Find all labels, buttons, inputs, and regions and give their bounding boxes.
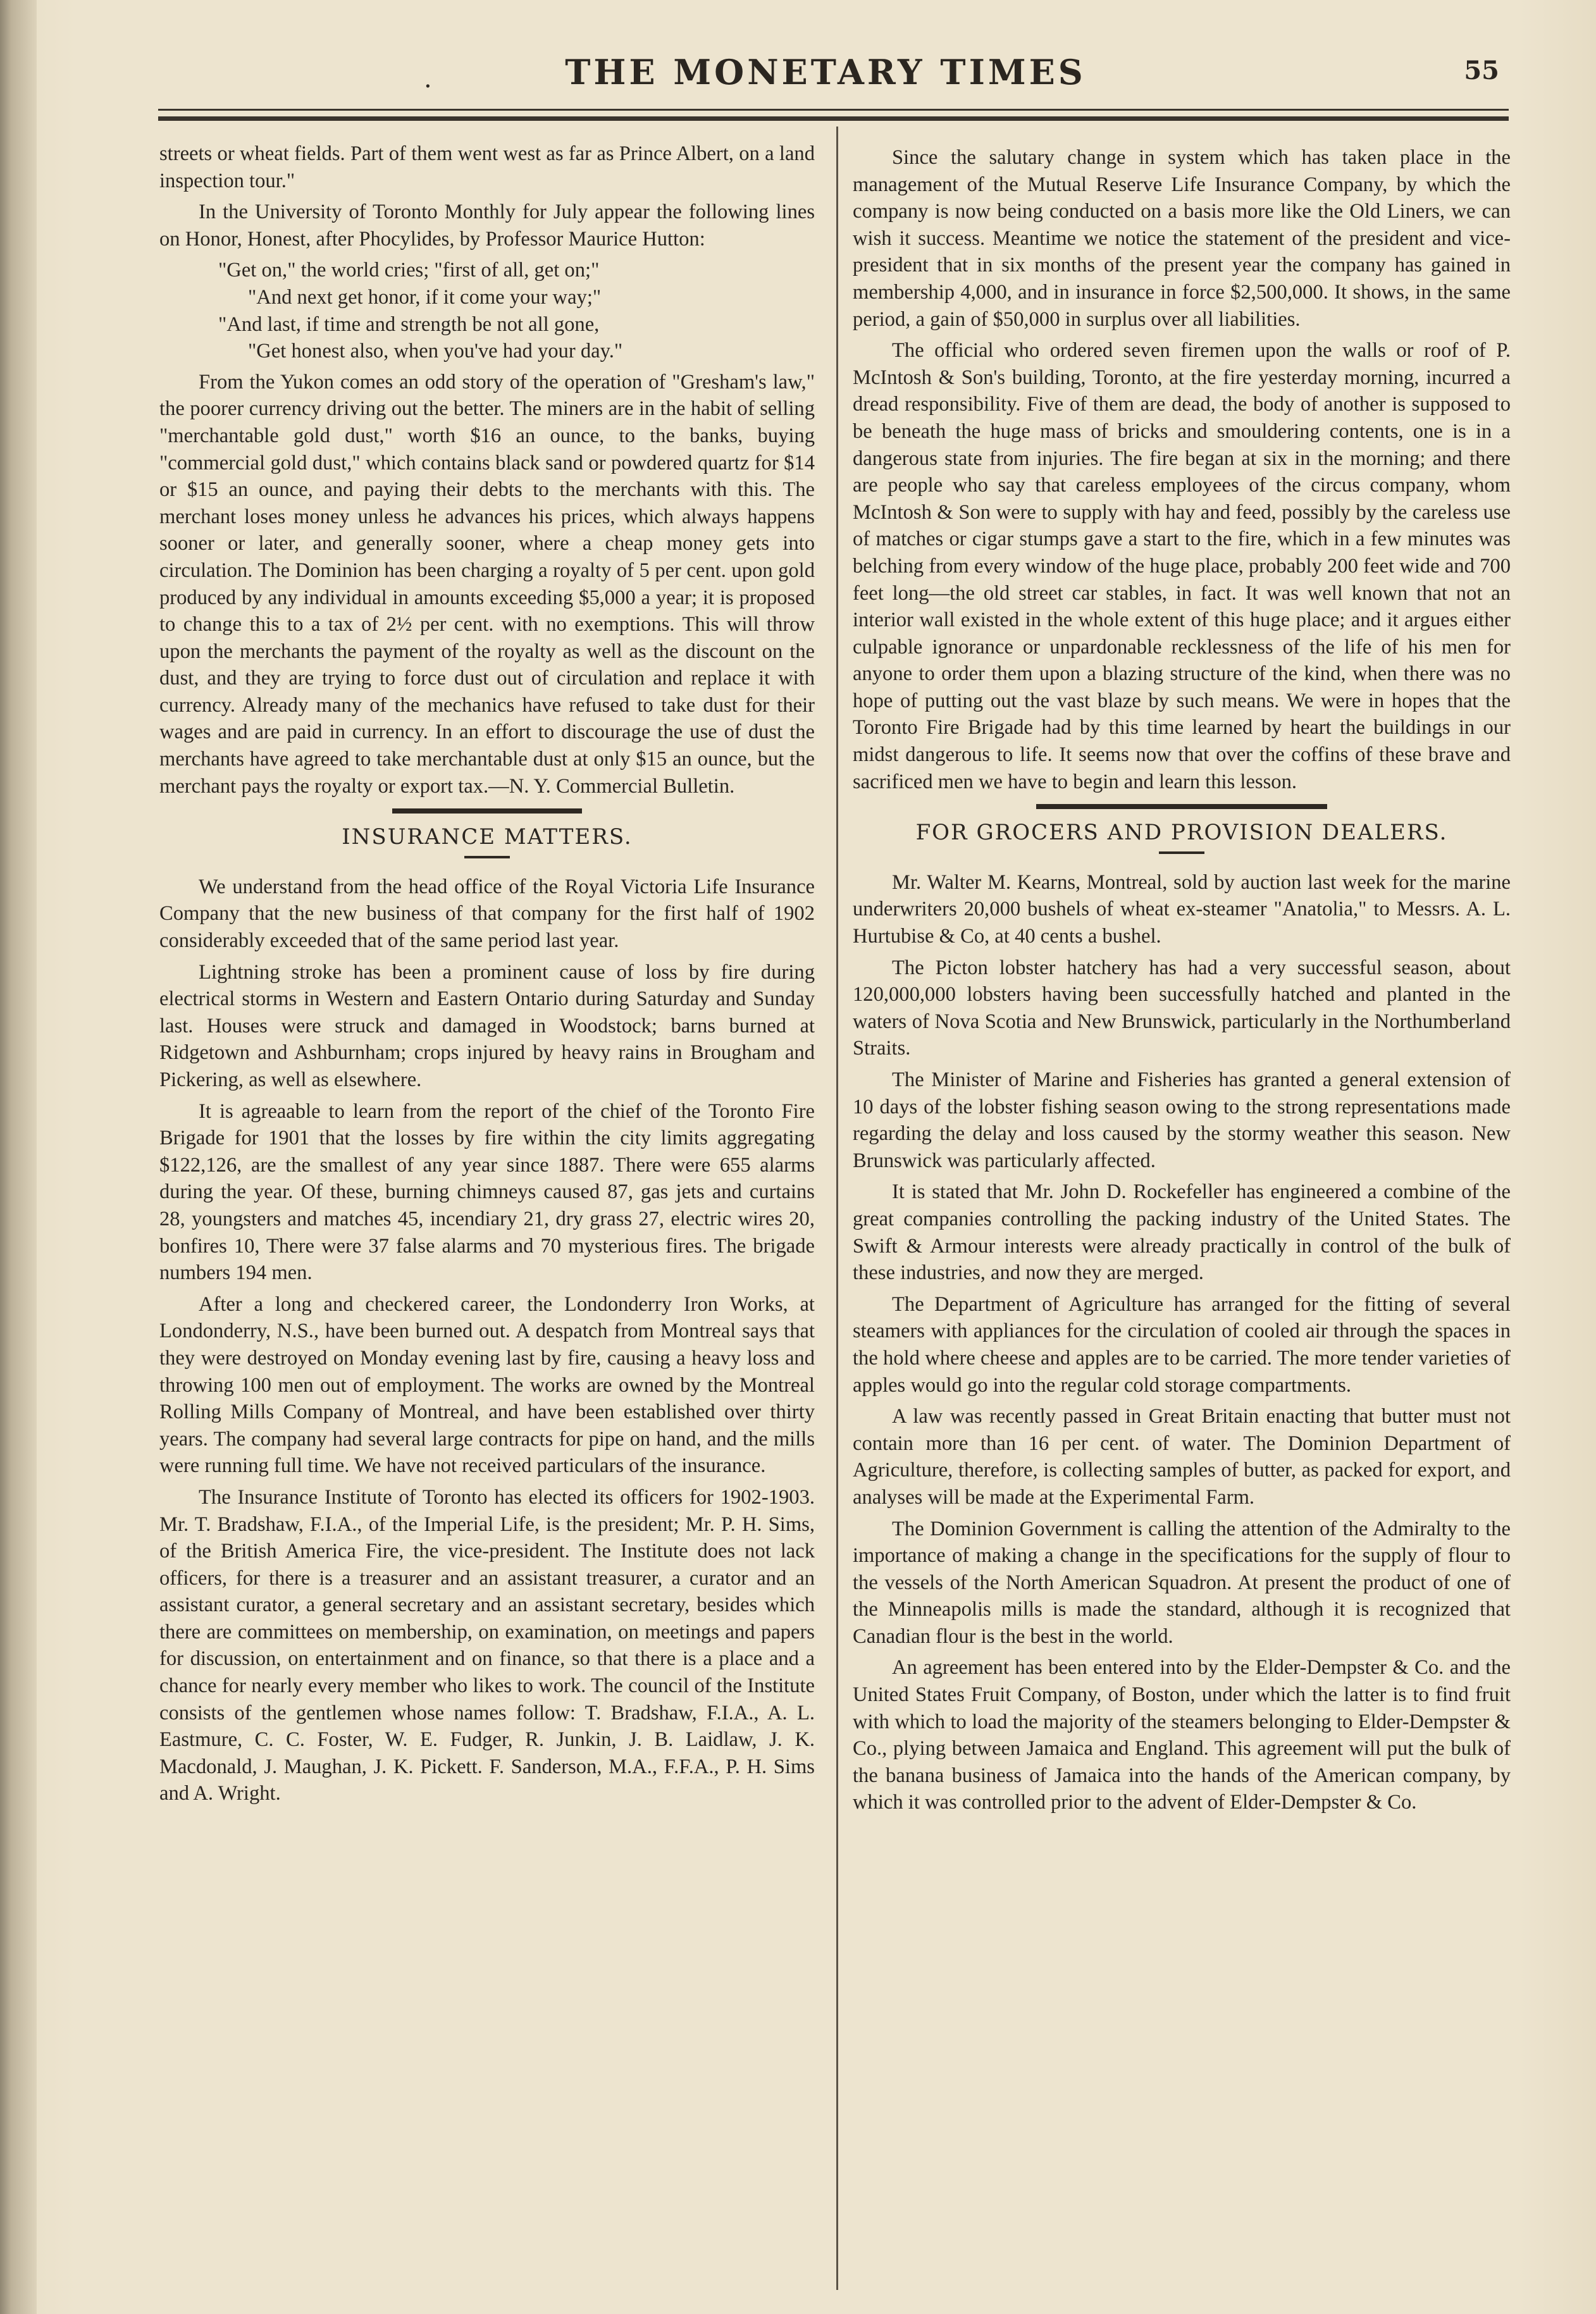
paragraph-yukon-greshams-law: From the Yukon comes an odd story of the operation of "Gresham's law," the poorer currency driving out the better. The miners are in the habit of selling "merchantable gold dust," worth $16 an ounce, to the banks, buying "commercial gold dust," which contains black sand or powdered quartz for $14 or $15 an ounce, and paying their debts to the merchants with this. The merchant loses money unless he advances his prices, which always happens sooner or later, and generally sooner, where a cheap money gets into circulation. The Dominion has been charging a royalty of 5 per cent. upon gold produced by any individual in amounts exceeding $5,000 a year; it is proposed to change this to a tax of 2½ per cent. with no exemptions. This will throw upon the merchants the payment of the royalty as well as the discount on the dust, and they are trying to force dust out of circulation and replace it with currency. Already many of the mechanics have refused to take dust for their wages and are paid in currency. In an effort to discourage the use of dust the merchants have agreed to take merchantable dust at only $15 an ounce, but the merchant pays the royalty or export tax.—N. Y. Commercial Bulletin.: [159, 370, 815, 798]
header-dot: .: [424, 65, 432, 94]
paragraph-admiralty-flour: The Dominion Government is calling the attention of the Admiralty to the importance of making a change in the specifications for the supply of flour to the vessels of the North American Squadron. At present the product of one of the Minneapolis mills is made the standard, although it is recognized that Canadian flour is the best in the world.: [853, 1517, 1511, 1648]
poem-honor-honest: [159, 257, 815, 364]
page-number: 55: [1464, 56, 1499, 85]
paragraph-prince-albert: streets or wheat fields. Part of them went west as far as Prince Albert, on a land inspection tour.": [159, 142, 815, 192]
paragraph-lightning: Lightning stroke has been a prominent cause of loss by fire during electrical storms in Western and Eastern Ontario during Saturday and Sunday last. Houses were struck and damaged in Woodstock; barns burned at Ridgetown and Ashburnham; crops injured by heavy rains in Brougham and Pickering, as well as elsewhere.: [159, 960, 815, 1091]
paragraph-elder-dempster: An agreement has been entered into by the Elder-Dempster & Co. and the United States Fruit Company, of Boston, under which the latter is to find fruit with which to load the majority of the steamers belonging to Elder-Dempster & Co., plying between Jamaica and England. This agreement will put the bulk of the banana business of Jamaica into the hands of the American company, by which it was controlled prior to the advent of Elder-Dempster & Co.: [853, 1656, 1511, 1814]
section-heading-insurance: INSURANCE MATTERS.: [342, 824, 633, 850]
masthead-title: THE MONETARY TIMES: [565, 52, 1086, 92]
paragraph-fire-brigade-report: It is agreaable to learn from the report of the chief of the Toronto Fire Brigade for 1901 that the losses by fire within the city limits aggregating $122,126, are the smallest of any year since 1887. There were 655 alarms during the year. Of these, burning chimneys caused 87, gas jets and curtains 28, youngsters and matches 45, incendiary 21, dry grass 27, electric wires 20, bonfires 10, There were 37 false alarms and 70 mysterious fires. The brigade numbers 194 men.: [159, 1099, 815, 1285]
column-divider: [836, 127, 838, 2290]
right-column: [853, 144, 1511, 1821]
paragraph-university-monthly: In the University of Toronto Monthly for July appear the following lines on Honor, Honest, after Phocylides, by Professor Maurice Hutton:: [159, 201, 815, 251]
paragraph-mcintosh-fire: The official who ordered seven firemen upon the walls or roof of P. McIntosh & Son's building, Toronto, at the fire yesterday morning, incurred a dread responsibility. Five of them are dead, the body of another is supposed to be beneath the huge mass of bricks and smouldering contents, one is in a dangerous state from injuries. The fire began at six in the morning; and there are people who say that careless employees of the circus company, whom McIntosh & Son were to supply with hay and feed, possibly by the careless use of matches or cigar stumps gave a start to the fire, which in a few minutes was belching from every window of the huge place, probably 200 feet wide and 700 feet long—the old street car stables, in fact. It was well known that not an interior wall existed in the whole extent of this huge place; and it argues either culpable ignorance or unpardonable recklessness of the life of his men for anyone to order them upon a blazing structure of the kind, when there was no hope of putting out the vast blaze by such means. We were in hopes that the Toronto Fire Brigade had by this time learned by heart the buildings in our midst dangerous to life. It seems now that over the coffins of these brave and sacrificed men we have to begin and learn this lesson.: [853, 339, 1511, 793]
heading-underline: [464, 856, 510, 858]
left-column: [159, 140, 815, 1812]
section-divider-rule: [392, 808, 582, 814]
section-heading-grocers: FOR GROCERS AND PROVISION DEALERS.: [915, 820, 1448, 846]
paragraph-mutual-reserve: Since the salutary change in system which has taken place in the management of the Mutual Reserve Life Insurance Company, by which the company is now being conducted on a basis more like the Old Liners, we can wish it success. Meantime we notice the statement of the president and vice-president that in six months of the present year the company has gained in membership 4,000, and in insurance in force $2,500,000. It shows, in the same period, a gain of $50,000 in surplus over all liabilities.: [853, 146, 1511, 331]
paragraph-kearns-auction: Mr. Walter M. Kearns, Montreal, sold by auction last week for the marine underwriters 20,000 bushels of wheat ex-steamer "Anatolia," to Messrs. A. L. Hurtubise & Co, at 40 cents a bushel.: [853, 870, 1511, 948]
heading-underline: [1159, 851, 1204, 854]
poem-line: "And last, if time and strength be not all gone,: [218, 312, 600, 336]
header-rule-thick: [158, 116, 1509, 121]
header-rule-thin: [158, 109, 1509, 111]
paragraph-agriculture-steamers: The Department of Agriculture has arranged for the fitting of several steamers with appliances for the circulation of cooled air through the spaces in the hold where cheese and apples are to be carried. The more tender varieties of apples would go into the regular cold storage compartments.: [853, 1292, 1511, 1397]
paragraph-rockefeller: It is stated that Mr. John D. Rockefeller has engineered a combine of the great companies controlling the packing industry of the United States. The Swift & Armour interests were already practically in control of the bulk of these industries, and now they are merged.: [853, 1180, 1511, 1285]
binding-edge: [0, 0, 37, 2314]
poem-line: "Get on," the world cries; "first of all, get on;": [218, 259, 600, 282]
paragraph-londonderry-iron-works: After a long and checkered career, the Londonderry Iron Works, at Londonderry, N.S., have been burned out. A despatch from Montreal says that they were destroyed on Monday evening last by fire, causing a heavy loss and throwing 100 men out of employment. The works are owned by the Montreal Rolling Mills Company of Montreal, and have been established over thirty years. The company had several large contracts for pipe on hand, and the mills were running full time. We have not received particulars of the insurance.: [159, 1292, 815, 1478]
poem-line: "And next get honor, if it come your way;": [248, 285, 602, 309]
paragraph-butter-law: A law was recently passed in Great Britain enacting that butter must not contain more than 16 per cent. of water. The Dominion Department of Agriculture, therefore, is collecting samples of butter, as packed for export, and analyses will be made at the Experimental Farm.: [853, 1405, 1511, 1509]
poem-line: "Get honest also, when you've had your day.": [248, 340, 623, 363]
section-divider-rule: [1036, 804, 1327, 809]
paragraph-royal-victoria: We understand from the head office of the Royal Victoria Life Insurance Company that the new business of that company for the first half of 1902 considerably exceeded that of the same period last year.: [159, 875, 815, 953]
paragraph-insurance-institute: The Insurance Institute of Toronto has elected its officers for 1902-1903. Mr. T. Bradshaw, F.I.A., of the Imperial Life, is the president; Mr. P. H. Sims, of the British America Fire, the vice-president. The Institute does not lack officers, for there is a treasurer and an assistant treasurer, a curator and an assistant curator, a general secretary and an assistant secretary, besides which there are committees on membership, on examination, on meetings and papers for discussion, on entertainment and on finance, so that there is a place and a chance for nearly every member who likes to work. The council of the Institute consists of the gentlemen whose names follow: T. Bradshaw, F.I.A., A. L. Eastmure, C. C. Foster, W. E. Fudger, R. Junkin, J. B. Laidlaw, J. K. Macdonald, J. Maughan, J. K. Pickett. F. Sanderson, M.A., F.F.A., P. H. Sims and A. Wright.: [159, 1485, 815, 1805]
page-header: [152, 52, 1499, 96]
paragraph-picton-lobster: The Picton lobster hatchery has had a very successful season, about 120,000,000 lobsters having been successfully hatched and planted in the waters of Nova Scotia and New Brunswick, particularly in the Northumberland Straits.: [853, 956, 1511, 1060]
paragraph-lobster-season: The Minister of Marine and Fisheries has granted a general extension of 10 days of the lobster fishing season owing to the strong representations made regarding the delay and loss caused by the stormy weather this season. New Brunswick was particularly affected.: [853, 1068, 1511, 1172]
